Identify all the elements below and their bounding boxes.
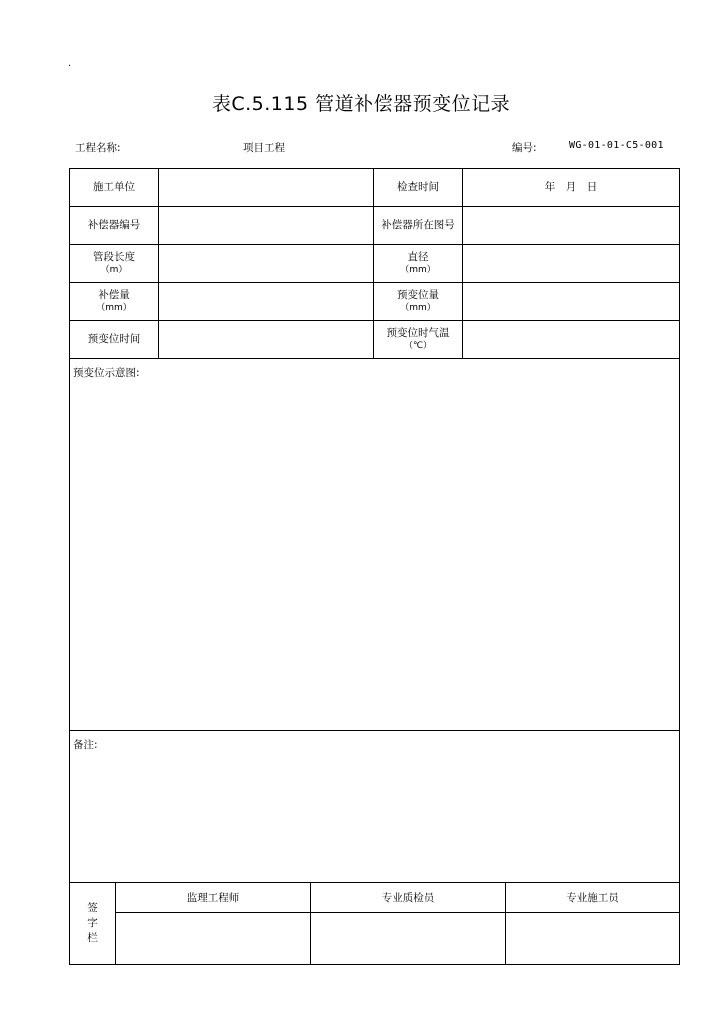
pipe-length-label-cell [70, 245, 159, 283]
pipe-length-label: 管段长度 [93, 250, 135, 263]
predisp-temp-label: 预变位时气温 [386, 326, 450, 339]
predisp-temp-label-cell [374, 321, 463, 359]
predisp-temp-unit: （℃） [403, 340, 433, 351]
predisplacement-unit: （mm） [400, 302, 436, 313]
compensation-label-cell [70, 283, 159, 321]
predisp-temp-field[interactable] [463, 321, 680, 359]
compensator-drawing-field[interactable] [463, 207, 680, 245]
pipe-length-field[interactable] [159, 245, 374, 283]
qc-inspector-label: 专业质检员 [311, 883, 506, 913]
remarks-label: 备注: [73, 739, 98, 751]
diagram-label: 预变位示意图: [73, 367, 140, 379]
predisplacement-field[interactable] [463, 283, 680, 321]
supervisor-label: 监理工程师 [116, 883, 311, 913]
signature-char-1: 签 [87, 902, 98, 914]
diameter-label-cell [374, 245, 463, 283]
page-title: 表C.5.115 管道补偿器预变位记录 [211, 93, 511, 115]
diameter-unit: （mm） [400, 264, 436, 275]
diameter-label: 直径 [407, 250, 429, 263]
construction-unit-label: 施工单位 [70, 169, 159, 207]
number-value: WG-01-01-C5-001 [569, 140, 664, 151]
record-table [69, 168, 680, 883]
construction-unit-field[interactable] [159, 169, 374, 207]
compensator-no-label: 补偿器编号 [70, 207, 159, 245]
compensation-field[interactable] [159, 283, 374, 321]
predisp-time-label: 预变位时间 [70, 321, 159, 359]
signature-char-2: 字 [87, 917, 98, 929]
qc-inspector-signature-field[interactable] [311, 913, 506, 965]
number-label: 编号: [512, 142, 537, 154]
compensation-unit: （mm） [96, 302, 132, 313]
page-mark: · [68, 61, 72, 72]
compensation-label: 补偿量 [98, 288, 130, 301]
supervisor-signature-field[interactable] [116, 913, 311, 965]
diameter-field[interactable] [463, 245, 680, 283]
inspection-time-label: 检查时间 [374, 169, 463, 207]
pipe-length-unit: （m） [100, 264, 128, 275]
project-name-value: 项目工程 [243, 142, 285, 154]
project-name-label: 工程名称: [75, 142, 121, 154]
predisp-time-field[interactable] [159, 321, 374, 359]
signature-char-3: 栏 [87, 932, 98, 944]
predisplacement-label-cell [374, 283, 463, 321]
constructor-label: 专业施工员 [506, 883, 680, 913]
predisplacement-label: 预变位量 [397, 288, 439, 301]
compensator-no-field[interactable] [159, 207, 374, 245]
remarks-area[interactable] [70, 731, 680, 883]
compensator-drawing-label: 补偿器所在图号 [374, 207, 463, 245]
diagram-area[interactable] [70, 359, 680, 731]
inspection-time-field[interactable]: 年 月 日 [463, 169, 680, 207]
constructor-signature-field[interactable] [506, 913, 680, 965]
signature-column-label [70, 883, 116, 965]
signature-table [69, 882, 680, 965]
